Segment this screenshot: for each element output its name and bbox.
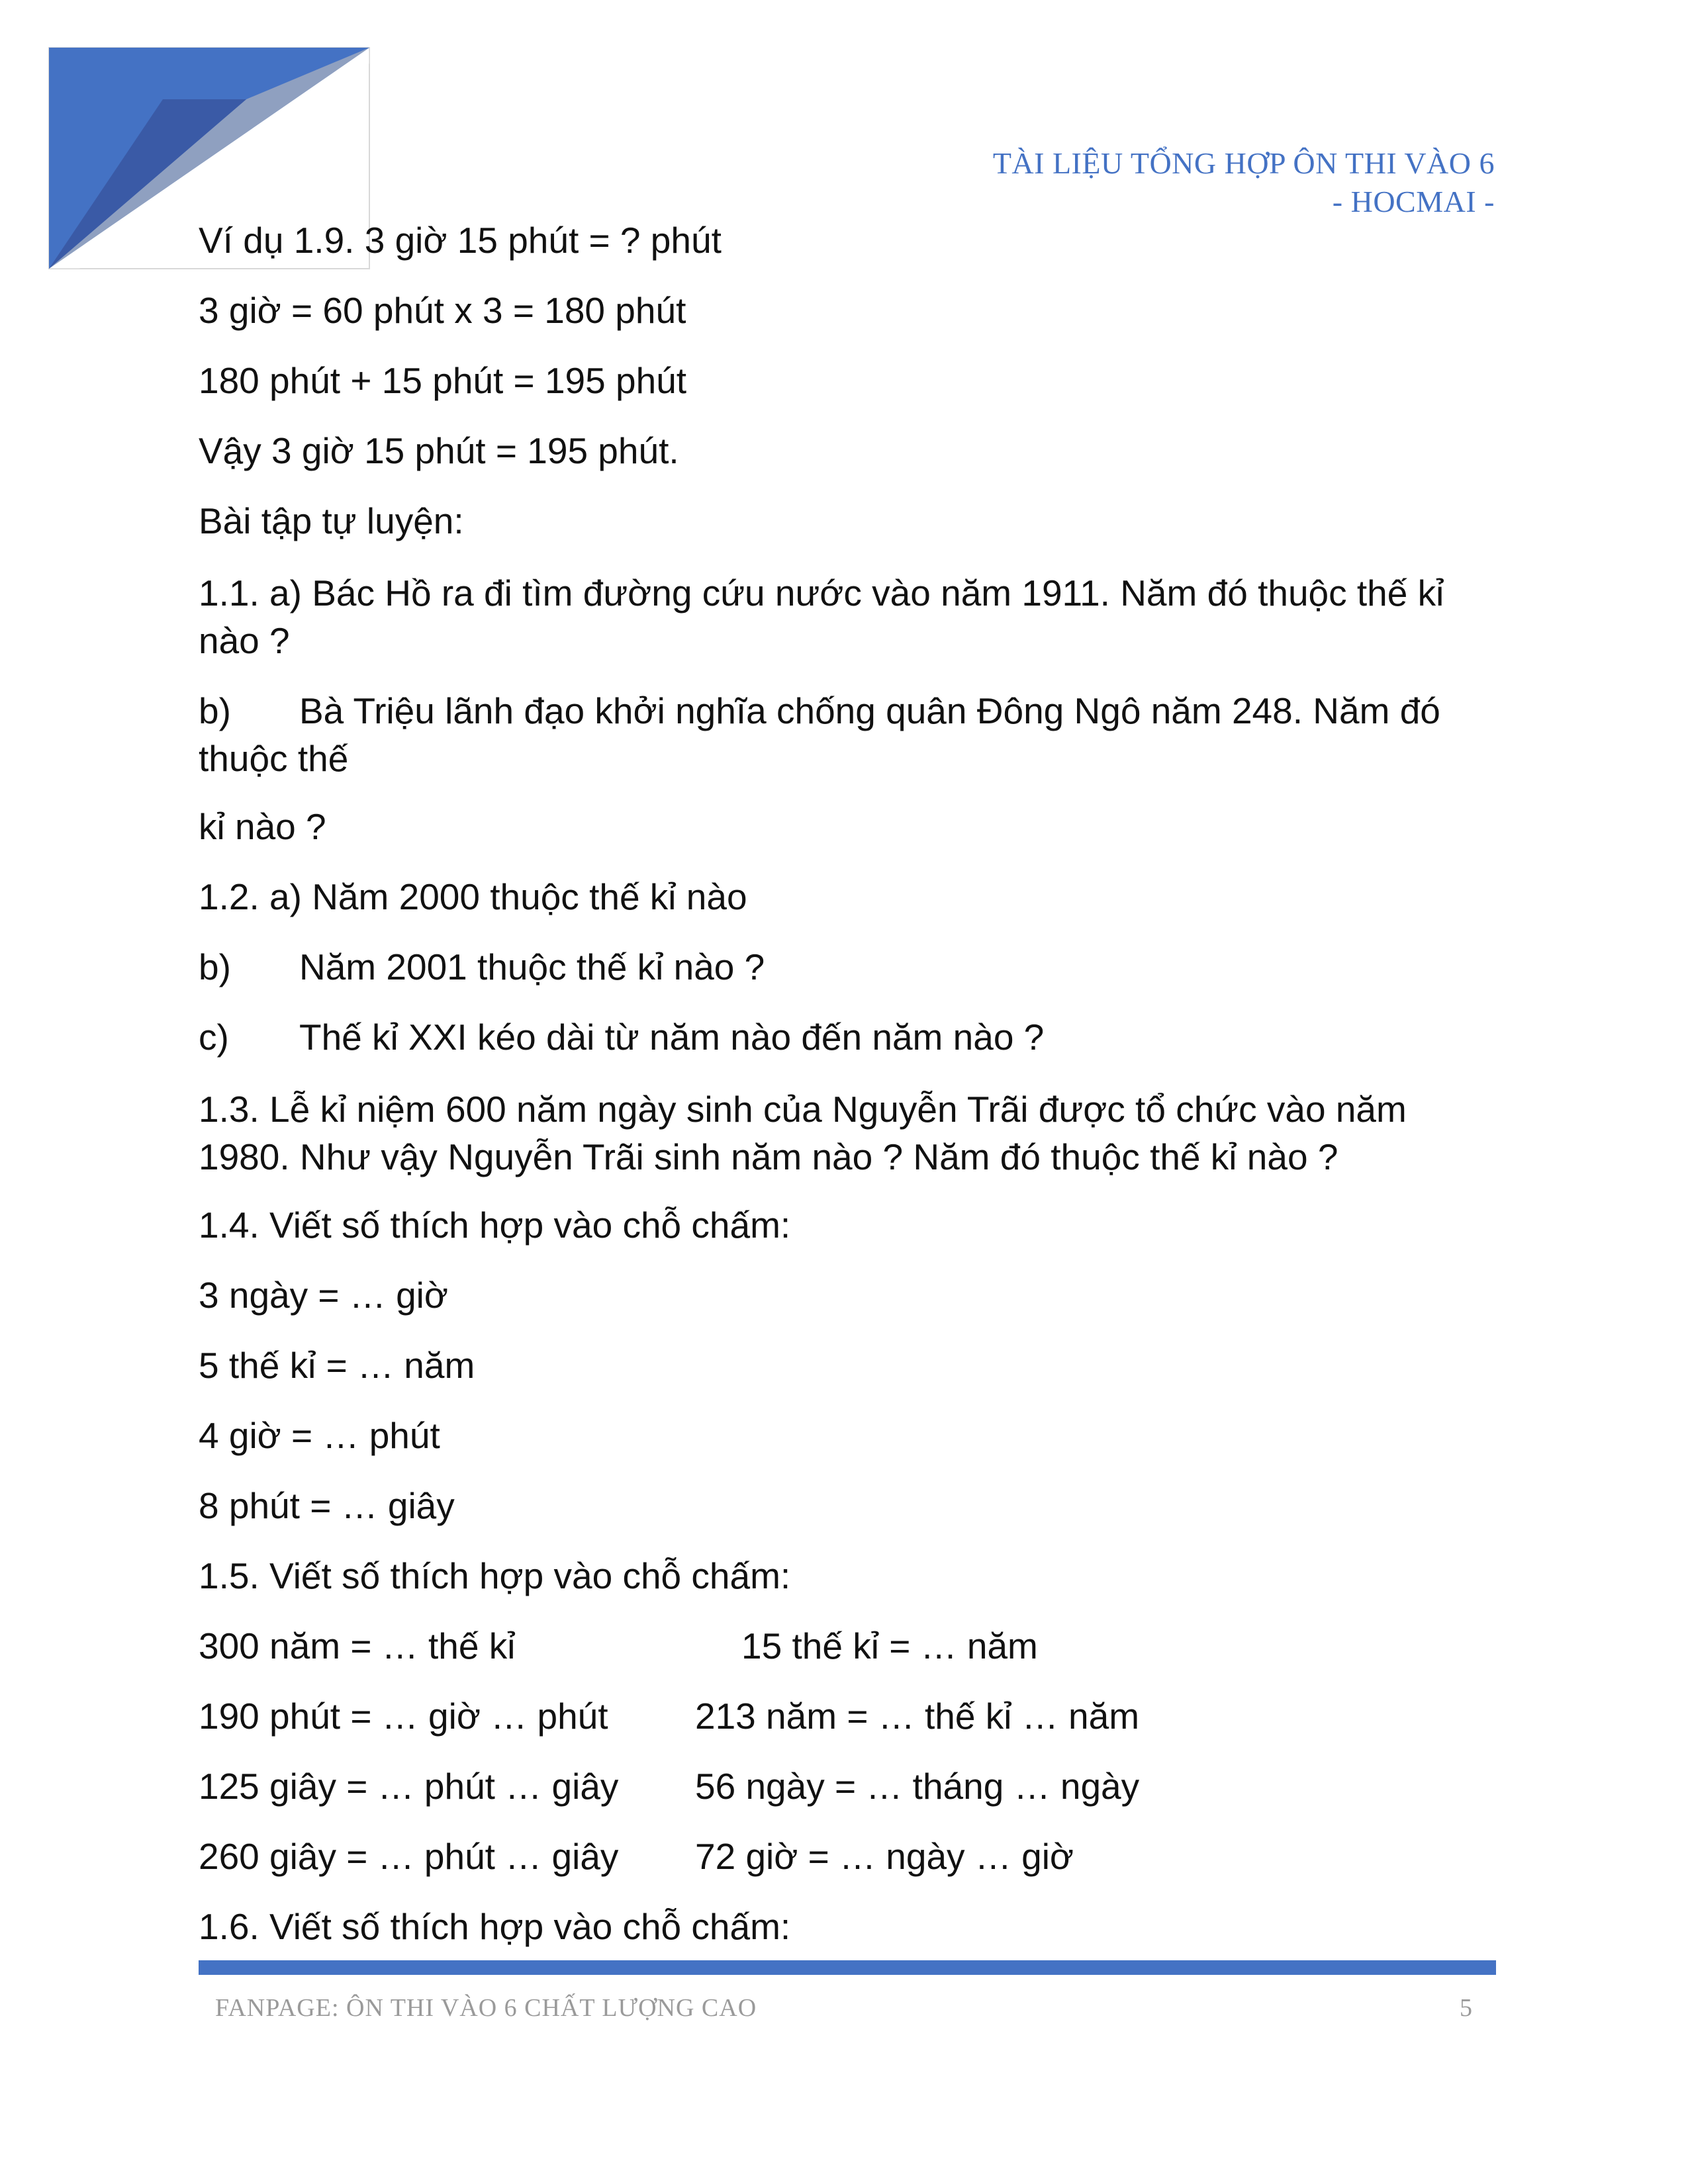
footer-text: FANPAGE: ÔN THI VÀO 6 CHẤT LƯỢNG CAO — [215, 1994, 757, 2022]
exercise-1-4-item: 4 giờ = … phút — [199, 1415, 440, 1456]
row-left: 300 năm = … thế kỉ — [199, 1625, 516, 1666]
row-right: 15 thế kỉ = … năm — [741, 1625, 1038, 1666]
footer-rule — [199, 1960, 1496, 1975]
page-number: 5 — [1460, 1994, 1473, 2022]
exercise-1-4-item: 3 ngày = … giờ — [199, 1275, 448, 1316]
exercise-1-5-heading: 1.5. Viết số thích hợp vào chỗ chấm: — [199, 1555, 791, 1596]
example-heading: Ví dụ 1.9. 3 giờ 15 phút = ? phút — [199, 220, 722, 261]
item-text: Bà Triệu lãnh đạo khởi nghĩa chống quân Đông Ngô năm 248. Năm đó thuộc thế — [199, 690, 1440, 779]
exercise-1-4-item: 5 thế kỉ = … năm — [199, 1345, 475, 1386]
exercise-1-6-heading: 1.6. Viết số thích hợp vào chỗ chấm: — [199, 1906, 791, 1947]
exercise-1-5-row — [199, 1624, 1496, 1694]
document-body — [199, 218, 1496, 1975]
exercise-1-4-item: 8 phút = … giây — [199, 1485, 455, 1526]
page-header — [993, 144, 1495, 221]
exercise-1-2b — [199, 945, 1496, 1015]
exercise-1-2a: 1.2. a) Năm 2000 thuộc thế kỉ nào — [199, 876, 747, 917]
header-subtitle: - HOCMAI - — [1332, 185, 1495, 218]
exercise-1-3: 1.3. Lễ kỉ niệm 600 năm ngày sinh của Nguyễn Trãi được tổ chức vào năm 1980. Như vậy Nguyễn Trãi sinh năm nào ? Năm đó thuộc thế kỉ nào ? — [199, 1089, 1407, 1177]
exercise-1-5-row — [199, 1835, 1496, 1905]
item-label: b) — [199, 946, 231, 987]
exercise-1-1b-cont: kỉ nào ? — [199, 806, 326, 847]
example-step-1: 3 giờ = 60 phút x 3 = 180 phút — [199, 290, 686, 331]
exercise-1-2c — [199, 1015, 1496, 1085]
exercise-1-4-heading: 1.4. Viết số thích hợp vào chỗ chấm: — [199, 1205, 791, 1246]
item-text: Năm 2001 thuộc thế kỉ nào ? — [299, 946, 765, 987]
exercise-heading: Bài tập tự luyện: — [199, 500, 464, 541]
row-left: 260 giây = … phút … giây — [199, 1836, 619, 1877]
exercise-1-5-row — [199, 1694, 1496, 1764]
page-footer — [215, 1993, 1473, 2023]
item-label: c) — [199, 1017, 229, 1058]
exercise-1-5-row — [199, 1764, 1496, 1835]
row-right: 56 ngày = … tháng … ngày — [695, 1766, 1140, 1807]
row-right: 72 giờ = … ngày … giờ — [695, 1836, 1074, 1877]
row-left: 125 giây = … phút … giây — [199, 1766, 619, 1807]
exercise-1-1a: 1.1. a) Bác Hồ ra đi tìm đường cứu nước vào năm 1911. Năm đó thuộc thế kỉ nào ? — [199, 572, 1444, 661]
row-left: 190 phút = … giờ … phút — [199, 1696, 608, 1737]
exercise-1-1b — [199, 687, 1496, 805]
item-label: b) — [199, 690, 231, 731]
example-conclusion: Vậy 3 giờ 15 phút = 195 phút. — [199, 430, 679, 471]
item-text: Thế kỉ XXI kéo dài từ năm nào đến năm nào ? — [299, 1017, 1045, 1058]
row-right: 213 năm = … thế kỉ … năm — [695, 1696, 1140, 1737]
header-title: TÀI LIỆU TỔNG HỢP ÔN THI VÀO 6 — [992, 146, 1495, 180]
example-step-2: 180 phút + 15 phút = 195 phút — [199, 360, 687, 401]
